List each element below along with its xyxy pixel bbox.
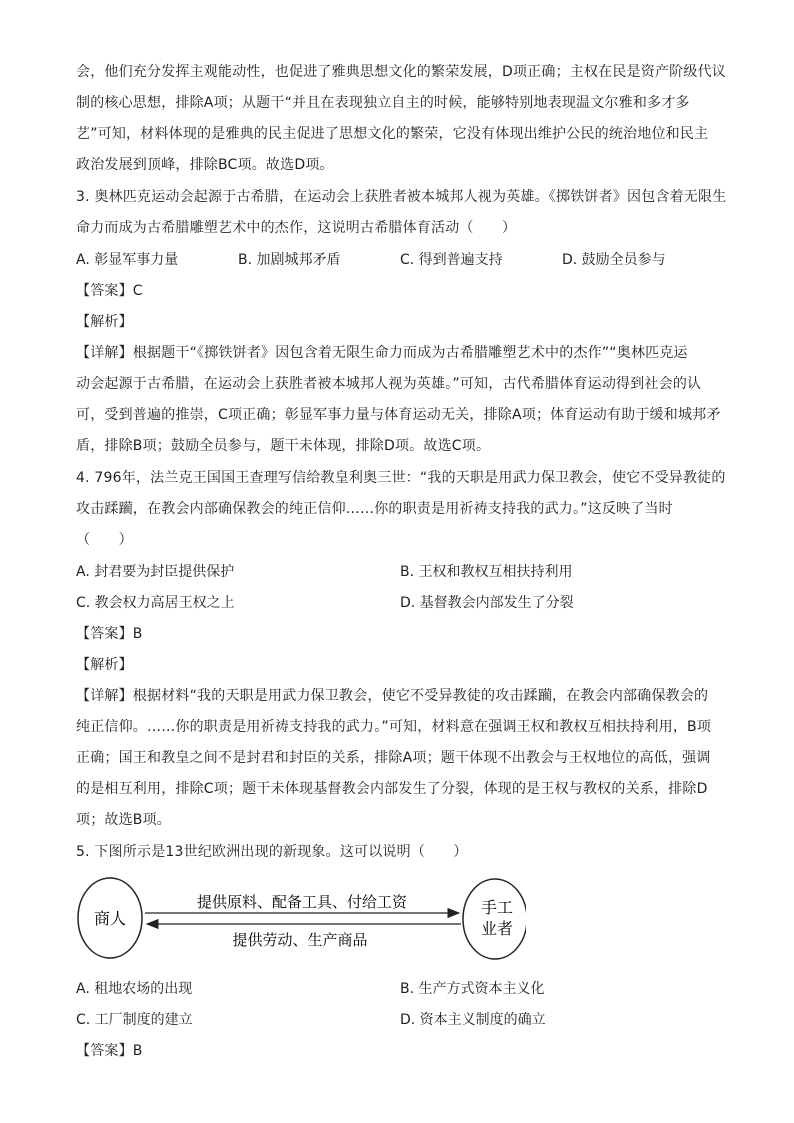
q3-option-b: B. 加剧城邦矛盾 [238,252,341,268]
artisan-label-line1: 手工 [480,898,514,917]
q3-stem-line: 命力而成为古希腊雕塑艺术中的杰作，这说明古希腊体育活动（ ） [76,220,517,236]
text-line: 制的核心思想，排除A项；从题干“并且在表现独立自主的时候，能够特别地表现温文尔雅和多才多 [76,95,690,111]
q3-analysis-label: 【解析】 [76,314,133,330]
q4-option-d: D. 基督教会内部发生了分裂 [400,595,574,611]
text-line: 会，他们充分发挥主观能动性，也促进了雅典思想文化的繁荣发展，D项正确；主权在民是资产阶级代议 [76,64,726,80]
text-line: 艺”可知，材料体现的是雅典的民主促进了思想文化的繁荣，它没有体现出维护公民的统治地位和民主 [76,126,709,142]
q3-detail-line: 可，受到普遍的推崇，C项正确；彰显军事力量与体育运动无关，排除A项；体育运动有助于缓和城邦矛 [76,407,721,423]
q4-option-c: C. 教会权力高居王权之上 [76,595,235,611]
q4-detail-line: 项；故选B项。 [76,812,172,828]
q4-detail-line: 正确；国王和教皇之间不是封君和封臣的关系，排除A项；题干体现不出教会与王权地位的高低，强调 [76,750,711,766]
q4-stem-line: （ ） [76,532,133,548]
q5-option-a: A. 租地农场的出现 [76,981,193,997]
q4-stem-line: 攻击蹂躏，在教会内部确保教会的纯正信仰……你的职责是用祈祷支持我的武力。”这反映了当时 [76,501,673,517]
q3-option-d: D. 鼓励全员参与 [562,252,666,268]
artisan-label-line2: 业者 [480,919,514,938]
q4-detail-line: 【详解】根据材料“我的天职是用武力保卫教会，使它不受异教徒的攻击蹂躏，在教会内部确保教会的 [76,688,709,704]
bottom-arrow-label: 提供劳动、生产商品 [232,931,368,949]
merchant-label: 商人 [93,909,127,928]
q3-option-a: A. 彰显军事力量 [76,252,179,268]
q3-detail-line: 动会起源于古希腊，在运动会上获胜者被本城邦人视为英雄。”可知，古代希腊体育运动得到社会的认 [76,376,702,392]
q3-stem-line: 3. 奥林匹克运动会起源于古希腊，在运动会上获胜者被本城邦人视为英雄。《掷铁饼者》因包含着无限生 [76,189,727,205]
q5-answer: 【答案】B [76,1043,143,1059]
text-line: 政治发展到顶峰，排除BC项。故选D项。 [76,157,334,173]
q3-answer: 【答案】C [76,283,143,299]
q3-detail-line: 盾，排除B项；鼓励全员参与，题干未体现，排除D项。故选C项。 [76,438,491,454]
q4-answer: 【答案】B [76,626,143,642]
q4-option-b: B. 王权和教权互相扶持利用 [400,564,573,580]
q4-option-a: A. 封君要为封臣提供保护 [76,564,235,580]
q5-option-d: D. 资本主义制度的确立 [400,1012,546,1028]
q3-option-c: C. 得到普遍支持 [400,252,503,268]
q4-detail-line: 纯正信仰。……你的职责是用祈祷支持我的武力。”可知，材料意在强调王权和教权互相扶持利用，B项 [76,719,712,735]
q4-stem-line: 4. 796年，法兰克王国国王查理写信给教皇利奥三世：“我的天职是用武力保卫教会，使它不受异教徒的 [76,470,726,486]
q4-detail-line: 的是相互利用，排除C项；题干未体现基督教会内部发生了分裂，体现的是王权与教权的关系，排除D [76,781,708,797]
top-arrow-label: 提供原料、配备工具、付给工资 [196,893,408,911]
q3-detail-line: 【详解】根据题干“《掷铁饼者》因包含着无限生命力而成为古希腊雕塑艺术中的杰作”“奥林匹克运 [76,345,688,361]
q5-option-b: B. 生产方式资本主义化 [400,981,545,997]
q4-analysis-label: 【解析】 [76,657,133,673]
merchant-artisan-diagram [76,874,526,964]
q5-option-c: C. 工厂制度的建立 [76,1012,193,1028]
q5-stem: 5. 下图所示是13世纪欧洲出现的新现象。这可以说明（ ） [76,844,468,860]
